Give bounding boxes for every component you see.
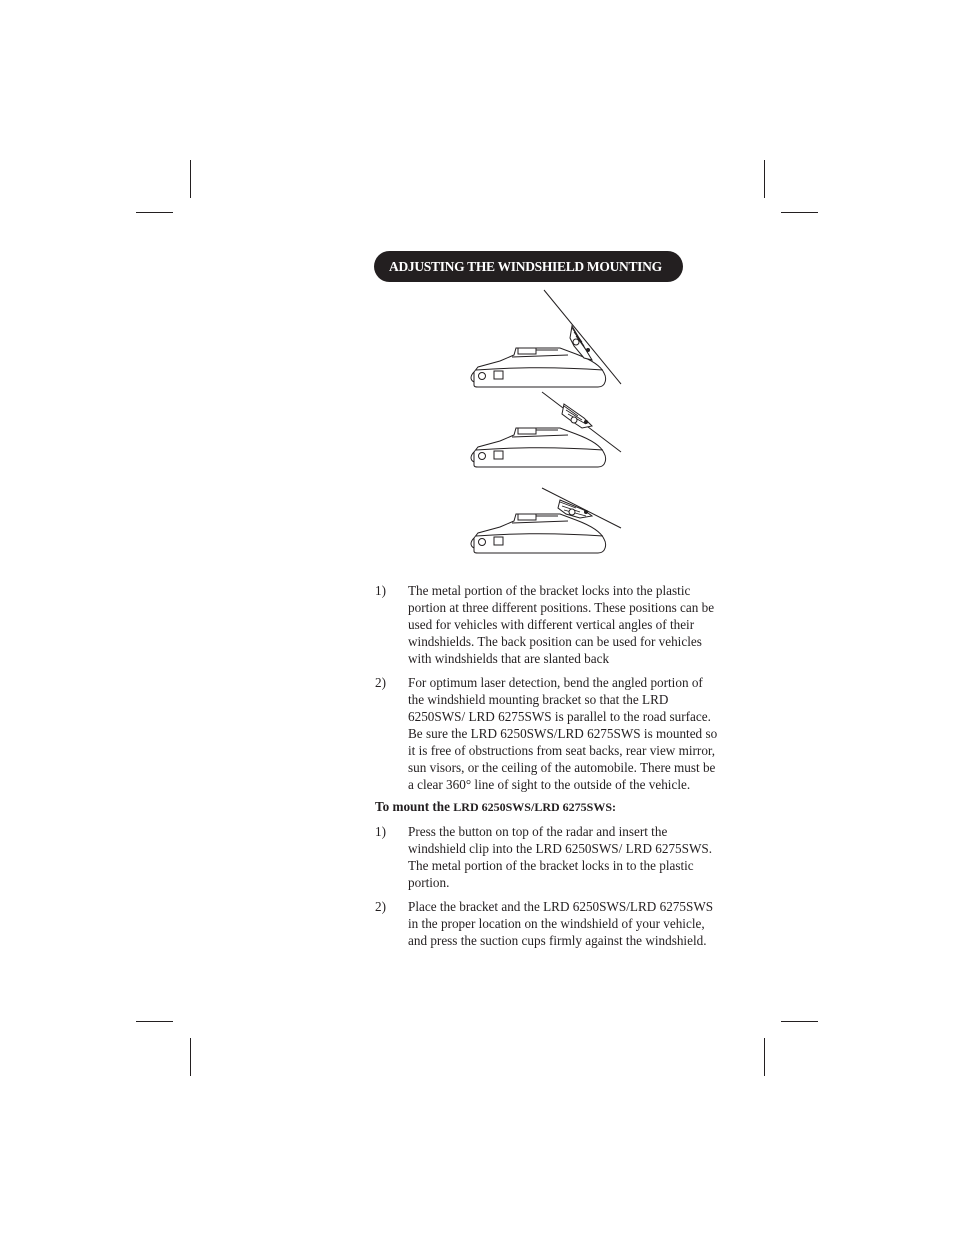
step-text: Place the bracket and the LRD 6250SWS/LRD 6275SWS in the proper location on the windshield of your vehicle, and press the suction cups firmly against the windshield.: [408, 899, 714, 948]
position-steep: [471, 290, 621, 387]
crop-mark-top-left-vertical: [190, 160, 191, 198]
mount-heading: [375, 798, 720, 816]
mounting-clip-illustration: [466, 288, 626, 558]
crop-mark-bottom-left-horizontal: [136, 1021, 173, 1022]
position-medium: [471, 392, 621, 467]
step-number: 1): [375, 824, 386, 839]
crop-mark-top-left-horizontal: [136, 212, 173, 213]
step-number: 2): [375, 899, 386, 914]
step-text: The metal portion of the bracket locks into the plastic portion at three different positions. These positions can be used for vehicles with different vertical angles of their windshields. The back position can be used for vehicles with windshields that are slanted back: [408, 583, 715, 666]
crop-mark-top-right-vertical: [764, 160, 765, 198]
mount-heading-prefix: To mount the: [375, 799, 454, 814]
step-number: 1): [375, 583, 386, 598]
crop-mark-bottom-left-vertical: [190, 1038, 191, 1076]
mount-step-1: [375, 823, 720, 891]
crop-mark-top-right-horizontal: [781, 212, 818, 213]
adjust-step-1: [375, 582, 720, 667]
step-number: 2): [375, 675, 386, 690]
adjust-steps: [375, 582, 720, 793]
crop-mark-bottom-right-vertical: [764, 1038, 765, 1076]
section-title: ADJUSTING THE WINDSHIELD MOUNTING CLIP: [374, 251, 683, 282]
position-slanted: [471, 488, 621, 553]
mount-steps: [375, 823, 720, 949]
mount-step-2: [375, 898, 720, 949]
adjust-step-2: [375, 674, 720, 793]
mount-heading-model: LRD 6250SWS/LRD 6275SWS:: [453, 800, 616, 814]
mounting-clip-drawing: [466, 288, 626, 558]
step-text: Press the button on top of the radar and insert the windshield clip into the LRD 6250SWS/ LRD 6275SWS. The metal portion of the bracket locks in to the plastic portion.: [408, 824, 713, 890]
crop-mark-bottom-right-horizontal: [781, 1021, 818, 1022]
step-text: For optimum laser detection, bend the angled portion of the windshield mounting bracket so that the LRD 6250SWS/ LRD 6275SWS is parallel to the road surface. Be sure the LRD 6250SWS/LRD 6275SWS is mounted so it is free of obstructions from seat backs, rear view mirror, sun visors, or the ceiling of the automobile. There must be a clear 360° line of sight to the outside of the vehicle.: [408, 675, 718, 792]
